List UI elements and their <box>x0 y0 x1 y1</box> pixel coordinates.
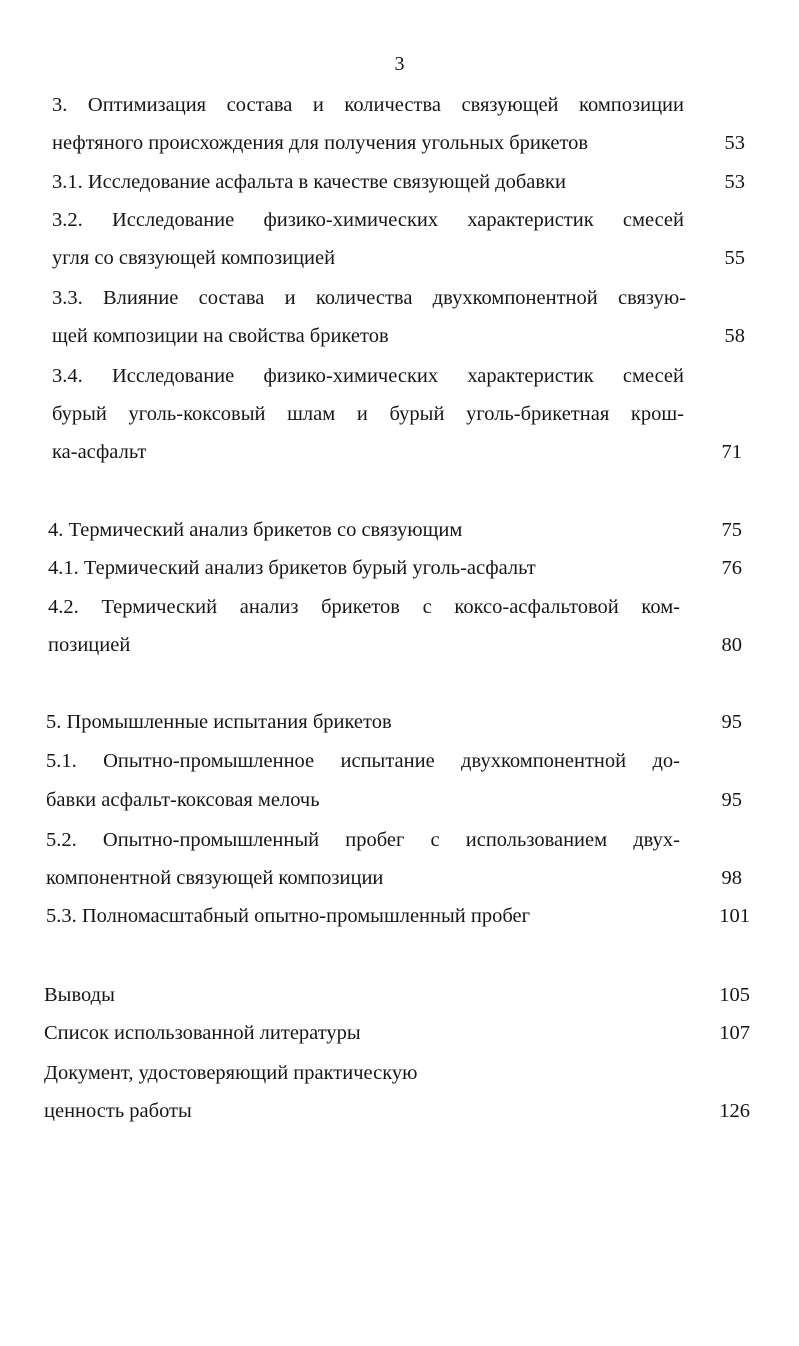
toc-line <box>44 1058 750 1088</box>
toc-line <box>46 785 742 815</box>
toc-line <box>46 707 742 737</box>
toc-line <box>46 863 742 893</box>
toc-page-number: 107 <box>719 1022 750 1044</box>
toc-entry-text: 5.2. Опытно-промышленный пробег с использованием двух- <box>46 829 680 851</box>
toc-page-number: 53 <box>724 171 745 193</box>
toc-page-number: 98 <box>721 867 742 889</box>
toc-line <box>46 746 742 776</box>
toc-entry-text: 5.1. Опытно-промышленное испытание двухкомпонентной до- <box>46 750 680 772</box>
toc-page-number: 95 <box>721 789 742 811</box>
toc-entry-text: бурый уголь-коксовый шлам и бурый уголь-брикетная крош- <box>52 403 684 425</box>
toc-page-number: 53 <box>724 132 745 154</box>
toc-entry-text: ценность работы <box>44 1100 192 1122</box>
toc-line <box>48 592 742 622</box>
toc-entry-text: ка-асфальт <box>52 441 147 463</box>
toc-page-number: 101 <box>719 905 750 927</box>
toc-entry-text: нефтяного происхождения для получения угольных брикетов <box>52 132 589 154</box>
toc-entry-text: 3.2. Исследование физико-химических характеристик смесей <box>52 209 684 231</box>
toc-entry-text: 4.2. Термический анализ брикетов с коксо-асфальтовой ком- <box>48 596 680 618</box>
toc-entry-text: компонентной связующей композиции <box>46 867 384 889</box>
toc-line <box>44 980 750 1010</box>
toc-line <box>46 901 750 931</box>
toc-page-number: 76 <box>721 557 742 579</box>
toc-entry-text: Список использованной литературы <box>44 1022 361 1044</box>
toc-line <box>52 321 745 351</box>
toc-entry-text: бавки асфальт-коксовая мелочь <box>46 789 320 811</box>
toc-page-number: 55 <box>724 247 745 269</box>
toc-entry-text: 3.4. Исследование физико-химических характеристик смесей <box>52 365 684 387</box>
toc-line <box>52 205 745 235</box>
toc-entry-text: 3.1. Исследование асфальта в качестве связующей добавки <box>52 171 566 193</box>
toc-line <box>46 825 742 855</box>
toc-page-number: 71 <box>721 441 742 463</box>
toc-line <box>44 1096 750 1126</box>
toc-entry-text: 4.1. Термический анализ брикетов бурый уголь-асфальт <box>48 557 536 579</box>
toc-page-number: 58 <box>724 325 745 347</box>
toc-entry-text: угля со связующей композицией <box>52 247 336 269</box>
toc-entry-text: щей композиции на свойства брикетов <box>52 325 389 347</box>
toc-page-number: 80 <box>721 634 742 656</box>
toc-page-number: 126 <box>719 1100 750 1122</box>
toc-line <box>52 167 745 197</box>
toc-line <box>48 515 742 545</box>
toc-entry-text: 3. Оптимизация состава и количества связующей композиции <box>52 94 684 116</box>
toc-page-number: 105 <box>719 984 750 1006</box>
toc-line <box>52 243 745 273</box>
toc-line <box>52 399 742 429</box>
toc-line <box>52 90 745 120</box>
toc-entry-text: 5.3. Полномасштабный опытно-промышленный пробег <box>46 905 531 927</box>
toc-entry-text: Выводы <box>44 984 115 1006</box>
toc-page-number: 95 <box>721 711 742 733</box>
toc-line <box>48 553 742 583</box>
toc-entry-text: Документ, удостоверяющий практическую <box>44 1062 418 1084</box>
toc-line <box>44 1018 750 1048</box>
toc-line <box>52 361 742 391</box>
toc-entry-text: 3.3. Влияние состава и количества двухкомпонентной связую- <box>52 287 686 309</box>
toc-page-number: 75 <box>721 519 742 541</box>
toc-line <box>52 128 745 158</box>
toc-line <box>52 437 742 467</box>
toc-entry-text: 5. Промышленные испытания брикетов <box>46 711 392 733</box>
toc-entry-text: позицией <box>48 634 131 656</box>
toc-entry-text: 4. Термический анализ брикетов со связующим <box>48 519 463 541</box>
page-number: 3 <box>394 53 405 75</box>
toc-line <box>48 630 742 660</box>
toc-line <box>52 283 745 313</box>
